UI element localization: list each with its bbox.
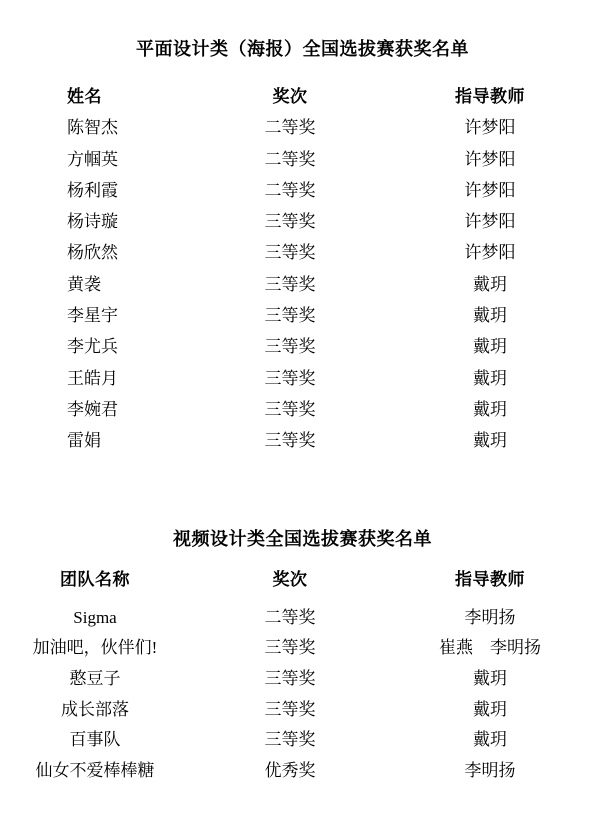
table-row xyxy=(10,300,590,331)
teacher-cell: 戴玥 xyxy=(473,306,507,326)
name-cell: 陈智杰 xyxy=(67,118,118,138)
name-cell: 杨诗璇 xyxy=(67,212,118,232)
column-header-name-cell: 姓名 xyxy=(67,87,102,106)
teacher-cell: 戴玥 xyxy=(473,399,507,419)
teacher-cell: 许梦阳 xyxy=(464,212,516,232)
table-row xyxy=(10,603,590,634)
column-header-award-cell: 奖次 xyxy=(272,570,308,589)
teacher-cell: 崔燕 李明扬 xyxy=(439,638,541,658)
name-cell: 李婉君 xyxy=(67,399,118,419)
name-cell: 加油吧，伙伴们! xyxy=(32,638,158,658)
table-row xyxy=(10,394,590,425)
table-row xyxy=(10,695,590,726)
award-cell: 三等奖 xyxy=(264,274,316,294)
table-row xyxy=(10,331,590,362)
award-cell: 三等奖 xyxy=(264,431,316,451)
teacher-cell: 李明扬 xyxy=(464,761,516,781)
name-cell: Sigma xyxy=(73,607,117,627)
teacher-cell: 许梦阳 xyxy=(464,180,516,200)
header-row xyxy=(10,81,590,112)
award-cell: 三等奖 xyxy=(264,669,316,689)
teacher-cell: 李明扬 xyxy=(464,607,516,627)
teacher-cell: 许梦阳 xyxy=(464,149,516,169)
table-row xyxy=(10,725,590,756)
name-cell: 李星宇 xyxy=(67,306,118,326)
table1-award-list xyxy=(10,81,590,457)
table2-award-list xyxy=(10,565,590,787)
award-cell: 二等奖 xyxy=(264,118,316,138)
table-row xyxy=(10,144,590,175)
name-cell: 憨豆子 xyxy=(69,669,121,689)
column-header-name-cell: 团队名称 xyxy=(60,570,130,589)
award-cell: 优秀奖 xyxy=(264,761,316,781)
table2-title: 视频设计类全国选拔赛获奖名单 xyxy=(173,529,432,549)
table-row xyxy=(10,664,590,695)
name-cell: 成长部落 xyxy=(61,699,129,719)
award-cell: 三等奖 xyxy=(264,399,316,419)
teacher-cell: 许梦阳 xyxy=(464,243,516,263)
column-header-award-cell: 奖次 xyxy=(272,87,308,106)
table-row xyxy=(10,237,590,268)
column-header-teacher-cell: 指导教师 xyxy=(455,570,525,589)
award-cell: 二等奖 xyxy=(264,180,316,200)
table1-title: 平面设计类（海报）全国选拔赛获奖名单 xyxy=(136,39,469,59)
teacher-cell: 戴玥 xyxy=(473,699,507,719)
award-cell: 二等奖 xyxy=(264,607,316,627)
name-cell: 黄袭 xyxy=(67,274,101,294)
table-row xyxy=(10,756,590,787)
table-row xyxy=(10,112,590,143)
teacher-cell: 戴玥 xyxy=(473,669,507,689)
name-cell: 仙女不爱棒棒糖 xyxy=(35,761,155,781)
teacher-cell: 许梦阳 xyxy=(464,118,516,138)
teacher-cell: 戴玥 xyxy=(473,274,507,294)
name-cell: 杨欣然 xyxy=(67,243,118,263)
header-row xyxy=(10,565,590,596)
award-cell: 三等奖 xyxy=(264,212,316,232)
teacher-cell: 戴玥 xyxy=(473,431,507,451)
name-cell: 百事队 xyxy=(69,730,121,750)
award-cell: 三等奖 xyxy=(264,730,316,750)
award-cell: 三等奖 xyxy=(264,368,316,388)
teacher-cell: 戴玥 xyxy=(473,730,507,750)
name-cell: 方帼英 xyxy=(67,149,118,169)
award-cell: 三等奖 xyxy=(264,243,316,263)
table-row xyxy=(10,363,590,394)
award-cell: 三等奖 xyxy=(264,638,316,658)
name-cell: 雷娟 xyxy=(67,431,101,451)
column-header-teacher-cell: 指导教师 xyxy=(455,87,525,106)
teacher-cell: 戴玥 xyxy=(473,368,507,388)
teacher-cell: 戴玥 xyxy=(473,337,507,357)
name-cell: 杨利霞 xyxy=(67,180,118,200)
table-row xyxy=(10,269,590,300)
name-cell: 王皓月 xyxy=(67,368,118,388)
table-row xyxy=(10,633,590,664)
award-cell: 二等奖 xyxy=(264,149,316,169)
award-cell: 三等奖 xyxy=(264,337,316,357)
award-cell: 三等奖 xyxy=(264,306,316,326)
table-row xyxy=(10,425,590,456)
award-cell: 三等奖 xyxy=(264,699,316,719)
name-cell: 李尤兵 xyxy=(67,337,118,357)
table-row xyxy=(10,206,590,237)
table-row xyxy=(10,175,590,206)
